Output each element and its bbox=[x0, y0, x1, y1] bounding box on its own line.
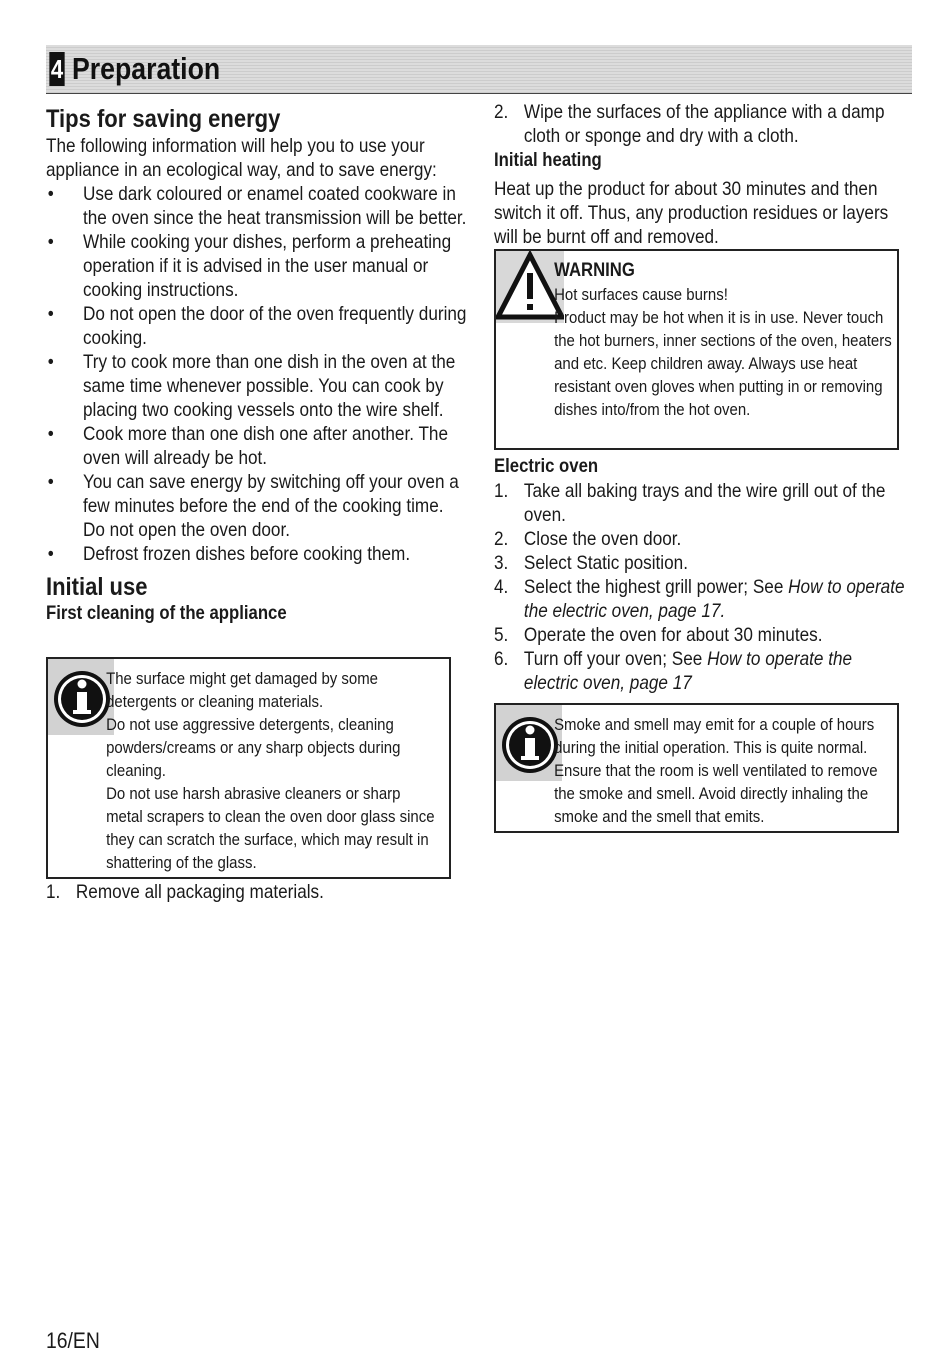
warning-title: WARNING bbox=[554, 260, 635, 281]
electric-oven-steps bbox=[494, 479, 909, 695]
warning-text: Hot surfaces cause burns! bbox=[554, 285, 728, 304]
info-box-smoke bbox=[494, 703, 899, 833]
chapter-number: 4 bbox=[50, 54, 64, 84]
list-item: 2. Wipe the surfaces of the appliance with a damp cloth or sponge and dry with a cloth. bbox=[494, 101, 885, 147]
list-item: • Try to cook more than one dish in the oven at the same time whenever possible. You can cook by placing two cooking vessels onto the wire shelf. bbox=[47, 351, 456, 421]
list-item: 1. Remove all packaging materials. bbox=[46, 881, 324, 903]
list-item: • While cooking your dishes, perform a preheating operation if it is advised in the user manual or cooking instructions. bbox=[47, 231, 452, 301]
list-item: • Defrost frozen dishes before cooking them. bbox=[47, 543, 411, 565]
right-column bbox=[494, 100, 910, 826]
tips-intro: The following information will help you to use your appliance in an ecological way, and to save energy: bbox=[46, 135, 437, 181]
info-text: The surface might get damaged by some detergents or cleaning materials. bbox=[106, 669, 378, 711]
chapter-title: Preparation bbox=[72, 51, 221, 86]
initial-heating-heading: Initial heating bbox=[494, 150, 602, 171]
list-item: • Cook more than one dish one after another. The oven will already be hot. bbox=[47, 423, 449, 469]
list-item: 3. Select Static position. bbox=[494, 552, 688, 574]
list-item: • Do not open the door of the oven frequently during cooking. bbox=[47, 303, 467, 349]
initial-use-heading: Initial use bbox=[46, 573, 148, 601]
list-item: 1. Take all baking trays and the wire grill out of the oven. bbox=[494, 480, 886, 526]
cross-reference: How to operate the electric oven, page 17. bbox=[523, 576, 905, 622]
list-item: 5. Operate the oven for about 30 minutes. bbox=[494, 624, 823, 646]
info-text: Smoke and smell may emit for a couple of hours during the initial operation. This is quite normal. Ensure that the room is well ventilated to remove the smoke and smell. Avoid directly inhaling the smoke and the smell that emits. bbox=[554, 715, 878, 826]
left-column bbox=[46, 100, 467, 903]
list-item: • You can save energy by switching off your oven a few minutes before the end of the cooking time. Do not open the oven door. bbox=[47, 471, 459, 541]
cross-reference: How to operate the electric oven, page 17 bbox=[523, 648, 853, 694]
list-item: 6. Turn off your oven; See How to operate the electric oven, page 17 bbox=[494, 648, 853, 694]
cleaning-steps-right bbox=[494, 100, 909, 148]
first-cleaning-heading: First cleaning of the appliance bbox=[46, 603, 287, 624]
cleaning-steps-left bbox=[46, 880, 467, 904]
info-text: Do not use harsh abrasive cleaners or sharp metal scrapers to clean the oven door glass since they can scratch the surface, which may result in shattering of the glass. bbox=[106, 784, 435, 872]
tips-list bbox=[46, 182, 467, 566]
tips-heading: Tips for saving energy bbox=[46, 105, 281, 133]
warning-box bbox=[494, 249, 899, 450]
chapter-header bbox=[46, 45, 912, 94]
list-item: 2. Close the oven door. bbox=[494, 528, 682, 550]
list-item: • Use dark coloured or enamel coated cookware in the oven since the heat transmission will be better. bbox=[47, 183, 467, 229]
initial-heating-text: Heat up the product for about 30 minutes and then switch it off. Thus, any production residues or layers will be burnt off and removed. bbox=[494, 178, 889, 248]
electric-oven-heading: Electric oven bbox=[494, 456, 599, 477]
info-box-cleaning bbox=[46, 657, 451, 879]
info-text: Do not use aggressive detergents, cleaning powders/creams or any sharp objects during cleaning. bbox=[106, 715, 401, 780]
list-item: 4. Select the highest grill power; See How to operate the electric oven, page 17. bbox=[494, 576, 905, 622]
page-number: 16/EN bbox=[46, 1328, 100, 1353]
warning-text: Product may be hot when it is in use. Never touch the hot burners, inner sections of the oven, heaters and etc. Keep children away. Always use heat resistant oven gloves when putting in or removing dishes into/from the hot oven. bbox=[554, 308, 892, 419]
